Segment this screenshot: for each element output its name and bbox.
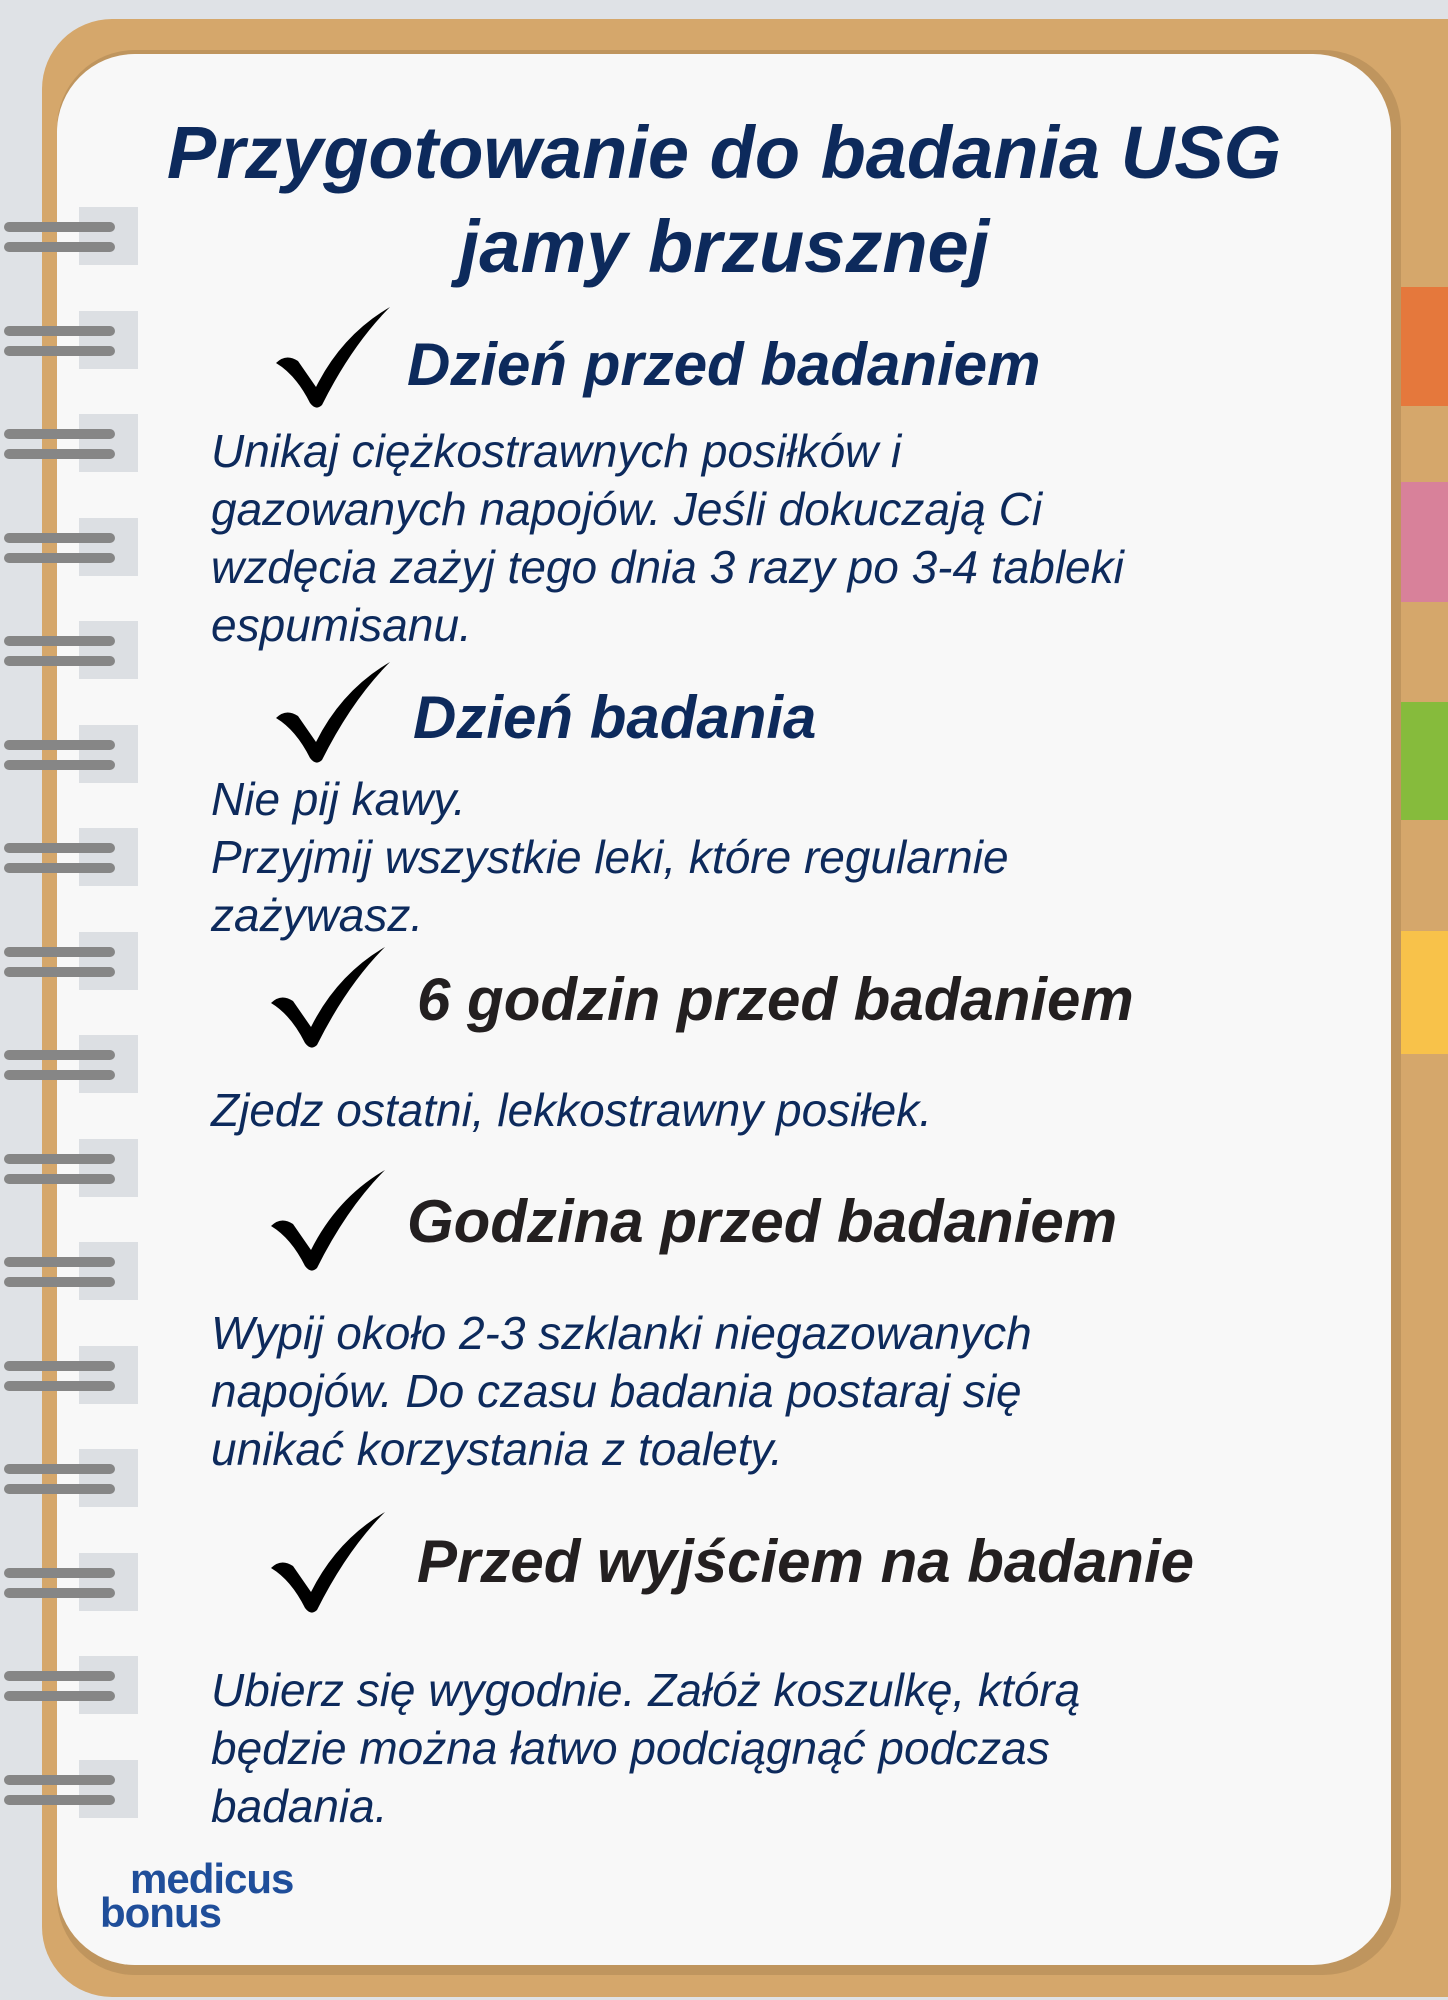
spiral-ring	[4, 1257, 115, 1267]
section-body: Unikaj ciężkostrawnych posiłków i gazowanych napojów. Jeśli dokuczają Ci wzdęcia zażyj tego dnia 3 razy po 3-4 tableki espumisanu.	[211, 425, 1124, 651]
spiral-ring	[4, 449, 115, 459]
spiral-ring	[4, 429, 115, 439]
ring-hole	[79, 1242, 138, 1300]
section-heading: Godzina przed badaniem	[407, 1188, 1118, 1255]
section-heading: Przed wyjściem na badanie	[417, 1528, 1194, 1595]
spiral-ring	[4, 947, 115, 957]
ring-hole	[79, 1035, 138, 1093]
spiral-ring	[4, 656, 115, 666]
spiral-ring	[4, 967, 115, 977]
ring-hole	[79, 311, 138, 369]
ring-hole	[79, 1449, 138, 1507]
ring-hole	[79, 725, 138, 783]
spiral-ring	[4, 1795, 115, 1805]
spiral-ring	[4, 1691, 115, 1701]
section-body: Zjedz ostatni, lekkostrawny posiłek.	[211, 1084, 932, 1136]
spiral-ring	[4, 863, 115, 873]
checkmark-icon	[272, 305, 392, 410]
section-body: Ubierz się wygodnie. Załóż koszulkę, którą będzie można łatwo podciągnąć podczas badania.	[211, 1664, 1081, 1832]
section-body: Wypij około 2-3 szklanki niegazowanych napojów. Do czasu badania postaraj się unikać korzystania z toalety.	[211, 1307, 1032, 1475]
checkmark-icon	[267, 1510, 387, 1615]
checkmark-icon	[267, 945, 387, 1050]
ring-hole	[79, 1346, 138, 1404]
spiral-ring	[4, 1484, 115, 1494]
spiral-ring	[4, 1671, 115, 1681]
checkmark-icon	[272, 660, 392, 765]
spiral-ring	[4, 1174, 115, 1184]
logo-line-1: medicus	[130, 1855, 294, 1902]
checkmark-icon	[267, 1168, 387, 1273]
title-line-1: Przygotowanie do badania USG	[166, 111, 1282, 194]
ring-hole	[79, 414, 138, 472]
spiral-ring	[4, 1070, 115, 1080]
section-heading: Dzień badania	[413, 684, 817, 751]
ring-hole	[79, 1760, 138, 1818]
ring-hole	[79, 1656, 138, 1714]
spiral-ring	[4, 636, 115, 646]
ring-hole	[79, 932, 138, 990]
spiral-ring	[4, 1381, 115, 1391]
spiral-ring	[4, 740, 115, 750]
spiral-ring	[4, 1154, 115, 1164]
logo-line-2: bonus	[100, 1889, 221, 1936]
spiral-ring	[4, 843, 115, 853]
page-title	[57, 106, 1391, 294]
spiral-ring	[4, 760, 115, 770]
spiral-ring	[4, 1568, 115, 1578]
ring-hole	[79, 518, 138, 576]
spiral-ring	[4, 346, 115, 356]
spiral-ring	[4, 326, 115, 336]
section-body: Nie pij kawy. Przyjmij wszystkie leki, które regularnie zażywasz.	[211, 773, 1009, 941]
section-heading: 6 godzin przed badaniem	[417, 966, 1134, 1033]
ring-hole	[79, 1139, 138, 1197]
spiral-ring	[4, 1588, 115, 1598]
section-heading: Dzień przed badaniem	[407, 331, 1041, 398]
spiral-ring	[4, 553, 115, 563]
spiral-ring	[4, 1775, 115, 1785]
spiral-ring	[4, 1464, 115, 1474]
spiral-ring	[4, 1277, 115, 1287]
spiral-ring	[4, 1050, 115, 1060]
ring-hole	[79, 828, 138, 886]
medicus-bonus-logo	[100, 1855, 294, 1936]
ring-hole	[79, 621, 138, 679]
spiral-ring	[4, 1361, 115, 1371]
ring-hole	[79, 1553, 138, 1611]
title-line-2: jamy brzusznej	[458, 205, 990, 288]
spiral-ring	[4, 533, 115, 543]
